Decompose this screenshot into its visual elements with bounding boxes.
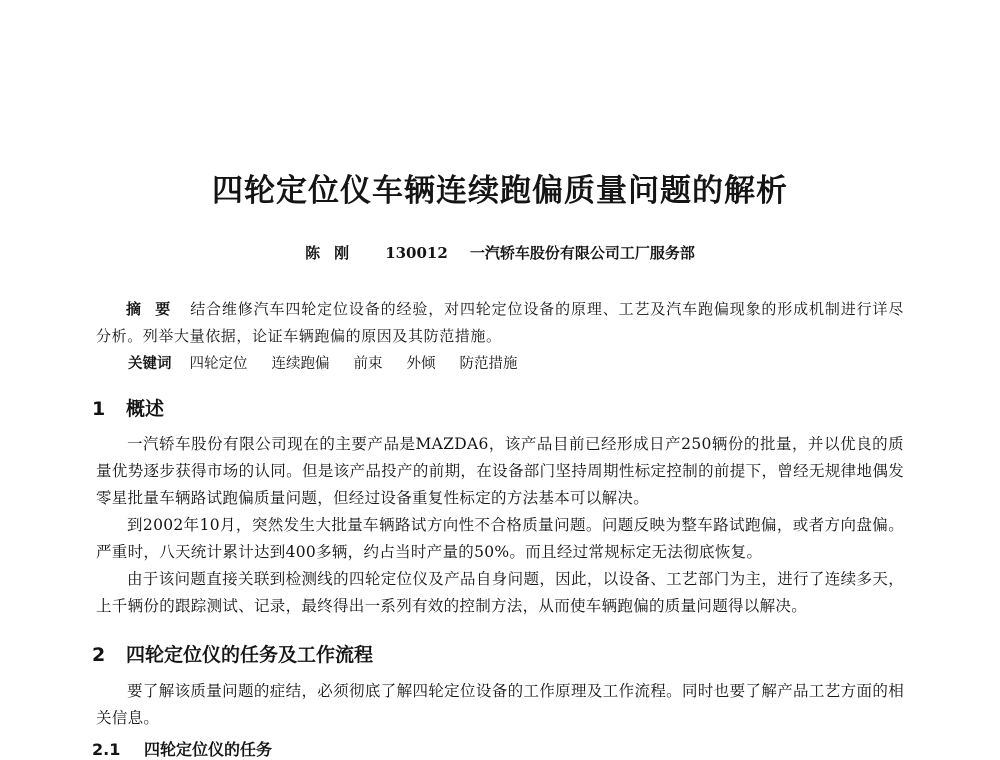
section-1-paragraph-3: 由于该问题直接关联到检测线的四轮定位仪及产品自身问题，因此，以设备、工艺部门为主，进行了连续多天，上千辆份的跟踪测试、记录，最终得出一系列有效的控制方法，从而使车辆跑偏的质量问题得以解决。	[96, 570, 904, 615]
section-2-paragraph-1: 要了解该质量问题的症结，必须彻底了解四轮定位设备的工作原理及工作流程。同时也要了解产品工艺方面的相关信息。	[96, 682, 904, 727]
keyword-item: 四轮定位	[189, 356, 248, 372]
abstract-label: 摘要	[126, 300, 185, 318]
keyword-item: 防范措施	[459, 356, 518, 372]
keyword-item: 前束	[353, 356, 383, 372]
section-1-paragraph-1: 一汽轿车股份有限公司现在的主要产品是MAZDA6，该产品目前已经形成日产250辆份的批量，并以优良的质量优势逐步获得市场的认同。但是该产品投产的前期，在设备部门坚持周期性标定控制的前提下，曾经无规律地偶发零星批量车辆路试跑偏质量问题，但经过设备重复性标定的方法基本可以解决。	[96, 435, 904, 507]
abstract	[96, 296, 904, 350]
postcode: 130012	[385, 244, 448, 262]
keyword-item: 连续跑偏	[271, 356, 330, 372]
subsection-number: 2.1	[92, 740, 121, 759]
author-name: 陈刚	[305, 244, 364, 262]
section-number: 2	[92, 644, 106, 666]
keywords	[128, 352, 542, 373]
subsection-title: 四轮定位仪的任务	[144, 740, 273, 759]
byline	[0, 242, 1000, 263]
affiliation: 一汽轿车股份有限公司工厂服务部	[469, 244, 695, 262]
abstract-text: 结合维修汽车四轮定位设备的经验，对四轮定位设备的原理、工艺及汽车跑偏现象的形成机制进行详尽分析。列举大量依据，论证车辆跑偏的原因及其防范措施。	[96, 300, 904, 345]
section-number: 1	[92, 398, 106, 420]
section-title: 概述	[126, 398, 165, 420]
section-1-paragraph-2: 到2002年10月，突然发生大批量车辆路试方向性不合格质量问题。问题反映为整车路试跑偏，或者方向盘偏。严重时，八天统计累计达到400多辆，约占当时产量的50%。而且经过常规标定无法彻底恢复。	[96, 516, 904, 561]
subsection-heading	[92, 737, 272, 760]
document-title: 四轮定位仪车辆连续跑偏质量问题的解析	[212, 173, 788, 209]
section-heading-1	[92, 394, 164, 421]
keyword-item: 外倾	[406, 356, 436, 372]
section-title: 四轮定位仪的任务及工作流程	[126, 644, 374, 666]
keywords-label: 关键词	[128, 355, 172, 372]
section-heading-2	[92, 640, 373, 667]
